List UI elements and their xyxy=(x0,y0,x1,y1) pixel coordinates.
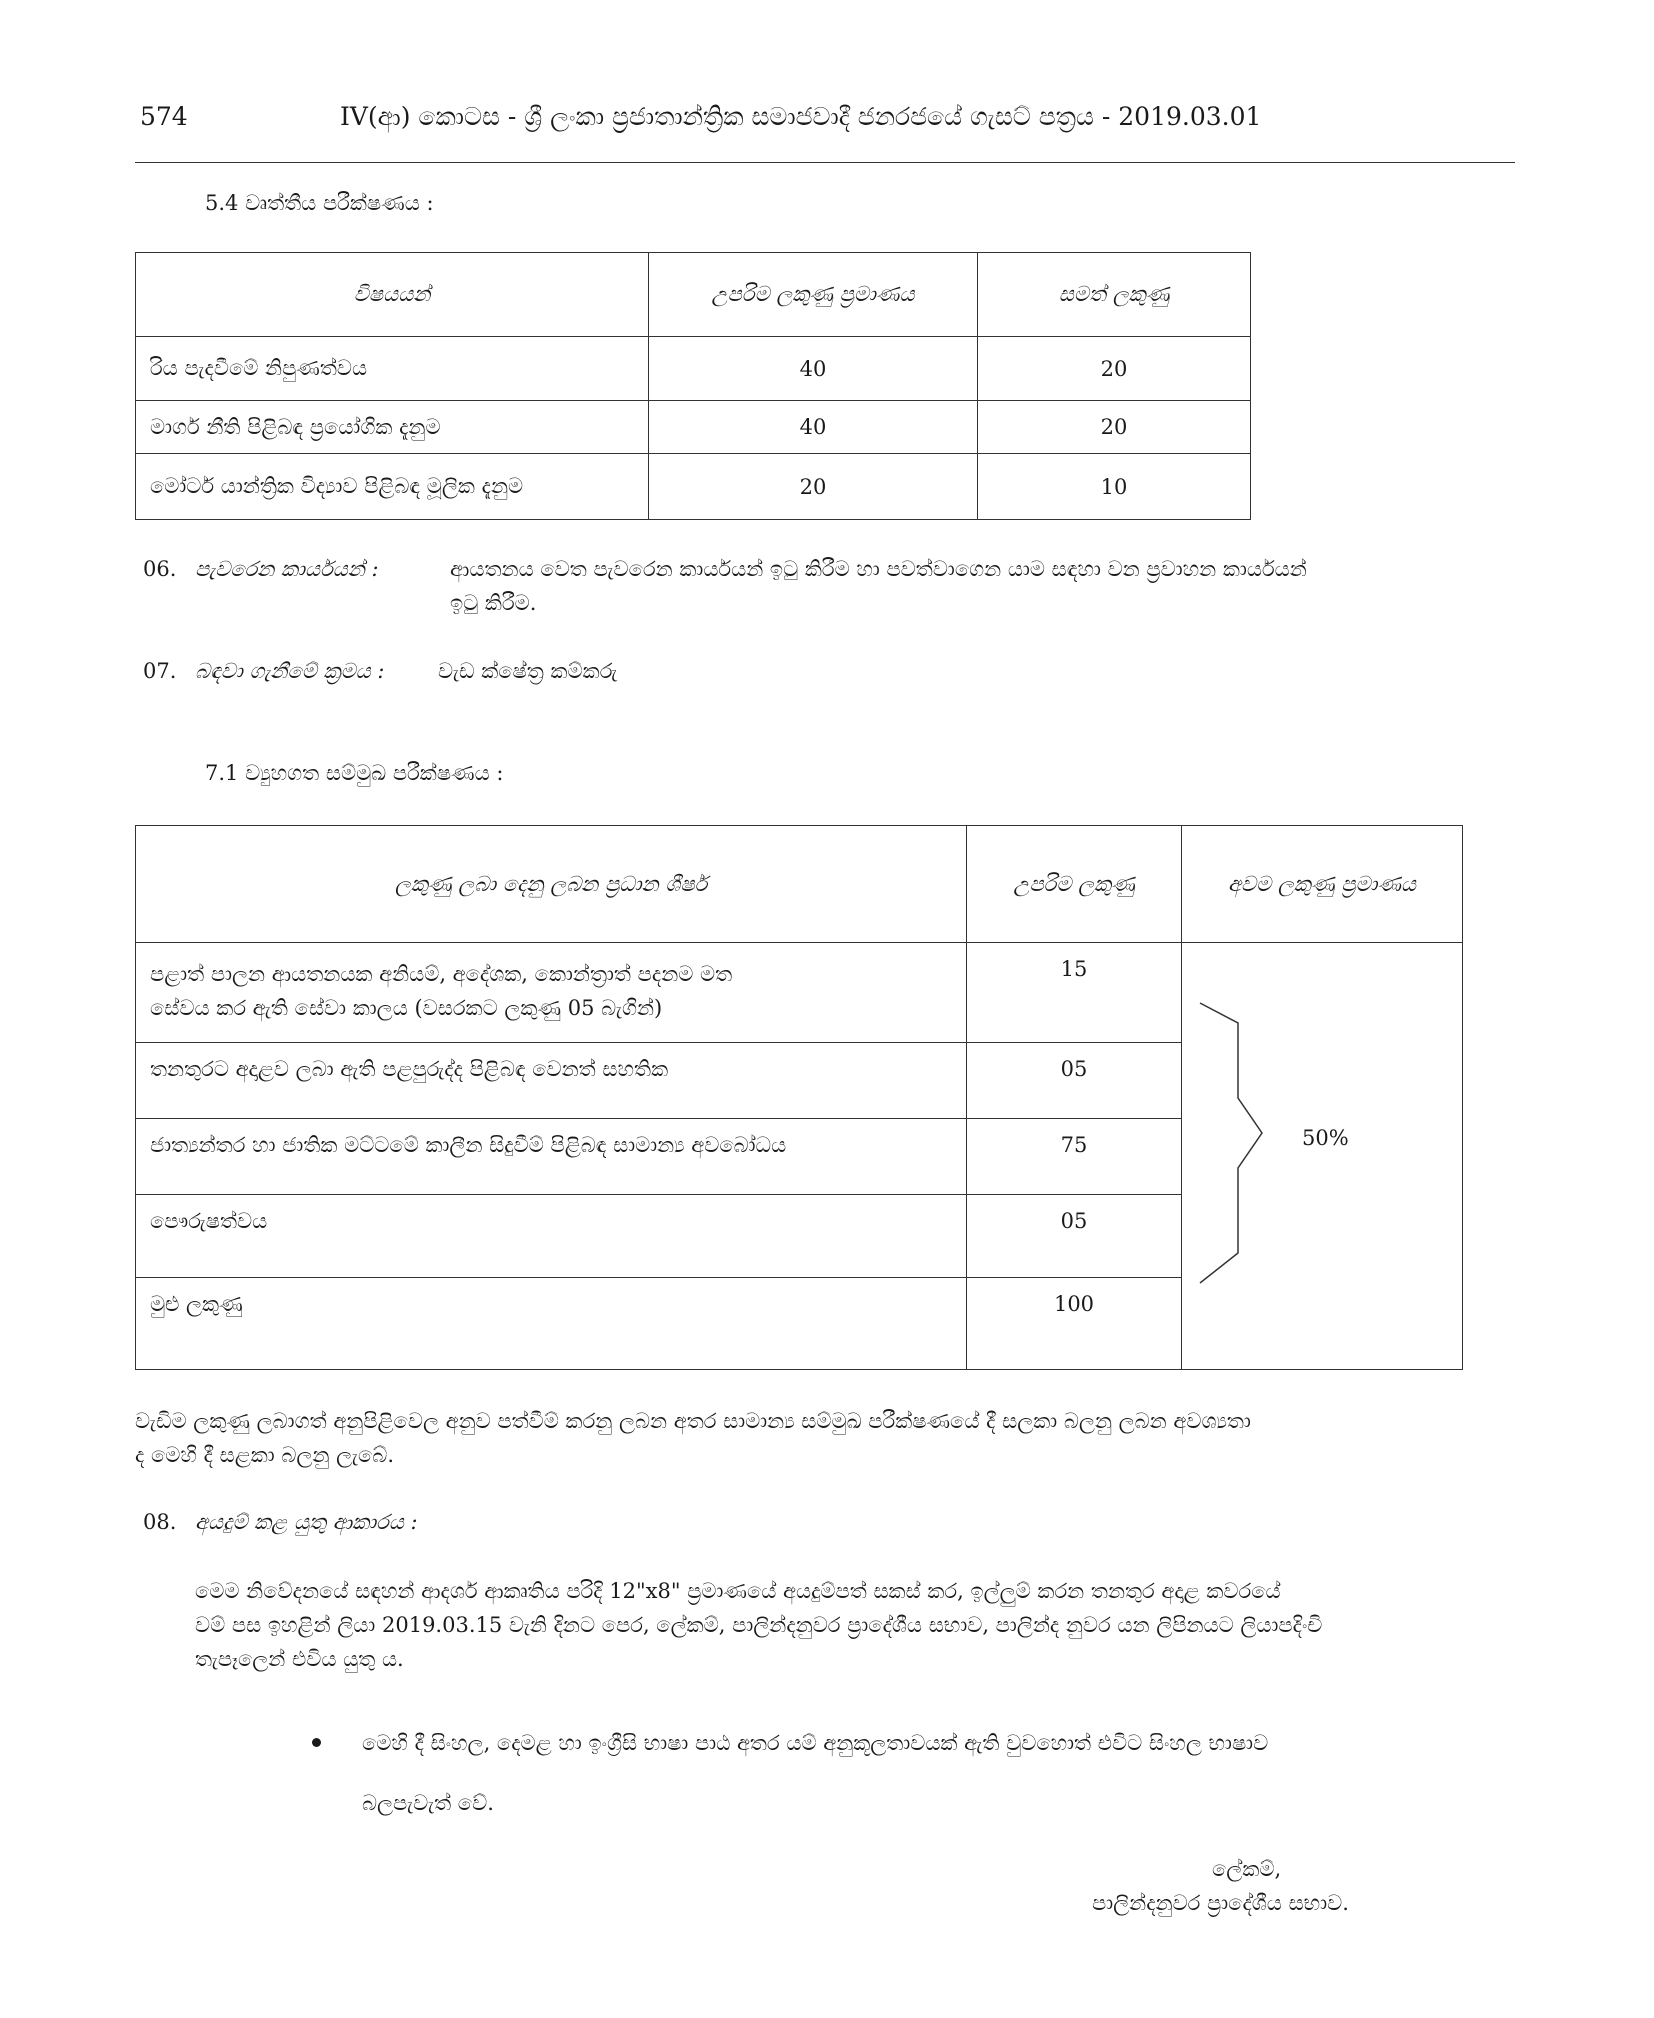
pass-marks-cell: 20 xyxy=(978,401,1251,454)
note-line2: ද මෙහි දී සළකා බලනු ලැබේ. xyxy=(135,1443,394,1467)
criteria-cell: පෞරුෂත්වය xyxy=(136,1195,967,1278)
bullet-text-line1: මෙහි දී සිංහල, දෙමළ හා ඉංග්‍රීසි භාෂා පාඨ අතර යම් අනුකූලතාවයක් ඇති වුවහොත් එවිට සිංහල භාෂාව xyxy=(362,1731,1269,1755)
pass-marks-cell: 20 xyxy=(978,337,1251,401)
pass-marks-cell: 10 xyxy=(978,454,1251,520)
bullet-text-line2: බලපැවැත් වේ. xyxy=(362,1791,494,1815)
min-marks-cell xyxy=(1182,943,1463,1370)
max-marks-cell: 05 xyxy=(967,1195,1182,1278)
section-5-4-heading: 5.4 වෘත්තීය පරීක්ෂණය : xyxy=(205,191,434,215)
column-header-max-marks: උපරිම ලකුණු xyxy=(967,826,1182,943)
section-06-number: 06. xyxy=(143,557,177,581)
section-06-text-line2: ඉටු කිරීම. xyxy=(450,591,537,615)
table-row xyxy=(136,943,1463,1043)
max-marks-cell: 75 xyxy=(967,1119,1182,1195)
vocational-test-table xyxy=(135,252,1251,520)
max-marks-cell: 20 xyxy=(649,454,978,520)
table-header-row xyxy=(136,253,1251,337)
max-marks-cell: 40 xyxy=(649,401,978,454)
total-label-cell: මුළු ලකුණු xyxy=(136,1278,967,1370)
table-header-row xyxy=(136,826,1463,943)
max-marks-cell: 05 xyxy=(967,1043,1182,1119)
section-08-text-line2: වම් පස ඉහළින් ලියා 2019.03.15 වැනි දිනට පෙර, ලේකම්, පාලින්දනුවර ප්‍රාදේශීය සභාව, පාලින්ද නුවර යන ලිපිනයට ලියාපදිංචි xyxy=(195,1613,1323,1637)
header-rule xyxy=(135,162,1515,163)
section-06-text-line1: ආයතනය වෙත පැවරෙන කාර්යයන් ඉටු කිරීම හා පවත්වාගෙන යාම සඳහා වන ප්‍රවාහන කාර්යයන් xyxy=(450,557,1307,581)
gazette-title: IV(ආ) කොටස - ශ්‍රී ලංකා ප්‍රජාතාන්ත්‍රික සමාජවාදී ජනරජයේ ගැසට් පත්‍රය - 2019.03.01 xyxy=(340,102,1262,131)
criteria-cell xyxy=(136,943,967,1043)
section-07-value: වැඩ ක්ෂේත්‍ර කම්කරු xyxy=(438,659,618,683)
criteria-cell: ජාත්‍යන්තර හා ජාතික මට්ටමේ කාලීන සිදුවීම් පිළිබඳ සාමාන්‍ය අවබෝධය xyxy=(136,1119,967,1195)
section-7-1-heading: 7.1 ව්‍යුහගත සම්මුඛ පරීක්ෂණය : xyxy=(205,761,504,785)
note-line1: වැඩිම ලකුණු ලබාගත් අනුපිළිවෙල අනුව පත්වීම් කරනු ලබන අතර සාමාන්‍ය සම්මුඛ පරීක්ෂණයේ දී සලකා බලනු ලබන අවශ්‍යතා xyxy=(135,1409,1251,1433)
subject-cell: රිය පැදවීමේ නිපුණත්වය xyxy=(136,337,649,401)
page-number: 574 xyxy=(140,102,188,131)
signature-organization: පාලින්දනුවර ප්‍රාදේශීය සභාව. xyxy=(1092,1891,1349,1915)
column-header-subject: විෂයයන් xyxy=(136,253,649,337)
subject-cell: මෝටර් යාන්ත්‍රික විද්‍යාව පිළිබඳ මූලික දැනුම xyxy=(136,454,649,520)
interview-table xyxy=(135,825,1463,1370)
section-07-label: බඳවා ගැනීමේ ක්‍රමය : xyxy=(195,659,385,683)
bullet-point xyxy=(312,1738,321,1747)
section-08-label: අයදුම් කළ යුතු ආකාරය : xyxy=(195,1510,418,1534)
section-06-label: පැවරෙන කාර්යයන් : xyxy=(195,557,379,581)
criteria-line: සේවය කර ඇති සේවා කාලය (වසරකට ලකුණු 05 බැගින්) xyxy=(150,996,663,1020)
total-marks-cell: 100 xyxy=(967,1278,1182,1370)
signature-title: ලේකම්, xyxy=(1212,1857,1282,1881)
column-header-pass-marks: සමත් ලකුණු xyxy=(978,253,1251,337)
min-marks-value: 50% xyxy=(1302,1126,1349,1150)
max-marks-cell: 15 xyxy=(967,943,1182,1043)
column-header-min-marks: අවම ලකුණු ප්‍රමාණය xyxy=(1182,826,1463,943)
criteria-cell: තනතුරට අදාළව ලබා ඇති පළපුරුද්ද පිළිබඳ වෙනත් සහතික xyxy=(136,1043,967,1119)
criteria-line: පළාත් පාලන ආයතනයක අනියම්, අදේශක, කොන්ත්‍රාත් පදනම මත xyxy=(150,962,733,986)
section-07-number: 07. xyxy=(143,659,177,683)
section-08-text-line1: මෙම නිවේදනයේ සඳහන් ආදර්ශ ආකෘතිය පරිදි 12"x8" ප්‍රමාණයේ අයදුම්පත් සකස් කර, ඉල්ලුම් කරන තනතුර අදාළ කවරයේ xyxy=(195,1579,1281,1603)
column-header-criteria: ලකුණු ලබා දෙනු ලබන ප්‍රධාන ශීර්ෂ xyxy=(136,826,967,943)
section-08-number: 08. xyxy=(143,1510,177,1534)
column-header-max-marks: උපරිම ලකුණු ප්‍රමාණය xyxy=(649,253,978,337)
subject-cell: මාර්ග නීති පිළිබඳ ප්‍රයෝගික දැනුම xyxy=(136,401,649,454)
max-marks-cell: 40 xyxy=(649,337,978,401)
section-08-text-line3: තැපෑලෙන් එවිය යුතු ය. xyxy=(195,1647,404,1671)
table-row xyxy=(136,337,1251,401)
brace-shape xyxy=(1192,983,1272,1313)
table-row xyxy=(136,401,1251,454)
table-row xyxy=(136,454,1251,520)
